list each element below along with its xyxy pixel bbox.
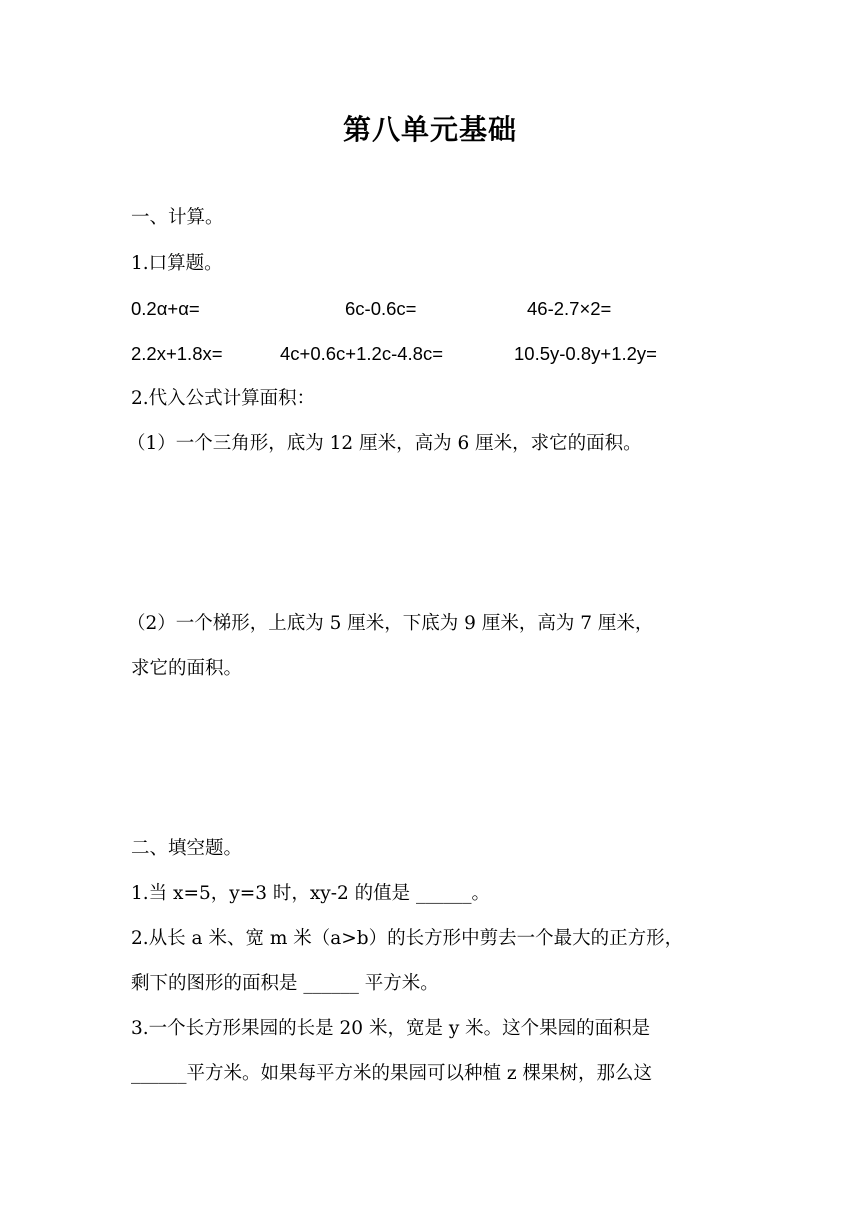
question-2-2-line-2: 求它的面积。 [131,658,243,679]
mental-math-item-4: 2.2x+1.8x= [131,343,223,364]
question-2-1: （1）一个三角形，底为 12 厘米，高为 6 厘米，求它的面积。 [127,433,642,454]
fill-question-3-line-2: ______平方米。如果每平方米的果园可以种植 z 棵果树，那么这 [131,1063,653,1084]
question-2-2-line-1: （2）一个梯形，上底为 5 厘米，下底为 9 厘米，高为 7 厘米， [127,613,654,634]
question-1-heading: 1.口算题。 [131,253,223,274]
mental-math-item-1: 0.2α+α= [131,298,200,319]
section-1-heading: 一、计算。 [131,207,224,228]
fill-question-2-line-2: 剩下的图形的面积是 ______ 平方米。 [131,973,439,994]
page-title: 第八单元基础 [342,113,517,146]
section-2-heading: 二、填空题。 [131,838,243,859]
mental-math-item-3: 46-2.7×2= [527,298,612,319]
mental-math-item-2: 6c-0.6c= [345,298,417,319]
mental-math-item-5: 4c+0.6c+1.2c-4.8c= [280,343,444,364]
question-2-heading: 2.代入公式计算面积： [131,388,316,409]
mental-math-item-6: 10.5y-0.8y+1.2y= [514,343,657,364]
fill-question-1: 1.当 x=5，y=3 时，xy-2 的值是 ______。 [131,883,491,904]
fill-question-2-line-1: 2.从长 a 米、宽 m 米（a>b）的长方形中剪去一个最大的正方形， [131,928,684,949]
fill-question-3-line-1: 3.一个长方形果园的长是 20 米，宽是 y 米。这个果园的面积是 [131,1018,651,1039]
